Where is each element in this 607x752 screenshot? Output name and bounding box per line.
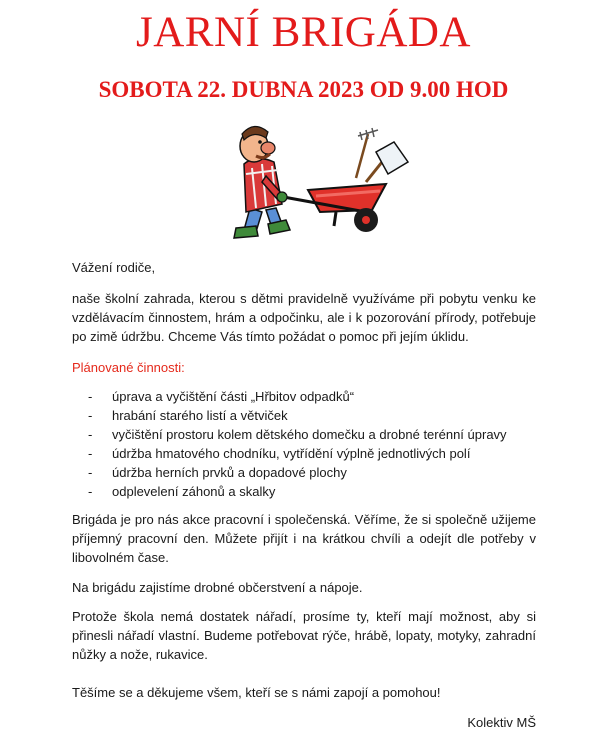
list-item: - údržba hmatového chodníku, vytřídění výplně jednotlivých polí xyxy=(88,444,507,463)
social-paragraph: Brigáda je pro nás akce pracovní i společenská. Věříme, že si společně užijeme příjemný pracovní den. Můžete přijít i na krátkou chvíli a odejít dle potřeby v libovolném čase. xyxy=(72,512,536,565)
event-date-subtitle: SOBOTA 22. DUBNA 2023 OD 9.00 HOD xyxy=(98,77,509,102)
list-item: - údržba herních prvků a dopadové plochy xyxy=(88,463,507,482)
tools-paragraph: Protože škola nemá dostatek nářadí, prosíme ty, kteří mají možnost, aby si přinesli nářadí vlastní. Budeme potřebovat rýče, hrábě, lopaty, motyky, zahradní nůžky a nože, rukavice. xyxy=(72,609,536,662)
list-item: - hrabání starého listí a větviček xyxy=(88,406,507,425)
flyer-title: JARNÍ BRIGÁDA xyxy=(136,9,471,56)
activities-heading: Plánované činnosti: xyxy=(72,360,185,375)
activities-list xyxy=(88,387,507,501)
list-item: - vyčištění prostoru kolem dětského domečku a drobné terénní úpravy xyxy=(88,425,507,444)
list-item: - úprava a vyčištění části „Hřbitov odpadků“ xyxy=(88,387,507,406)
gardener-with-wheelbarrow-icon xyxy=(216,112,412,242)
signature: Kolektiv MŠ xyxy=(467,715,536,730)
intro-paragraph: naše školní zahrada, kterou s dětmi pravidelně využíváme při pobytu venku ke vzdělávacím činnostem, hrám a odpočinku, ale i k pozorování přírody, potřebuje po zimě údržbu. Chceme Vás tímto požádat o pomoc při jejím úklidu. xyxy=(72,291,536,344)
closing-line: Těšíme se a děkujeme všem, kteří se s námi zapojí a pomohou! xyxy=(72,685,441,700)
refreshment-paragraph: Na brigádu zajistíme drobné občerstvení a nápoje. xyxy=(72,580,363,595)
salutation: Vážení rodiče, xyxy=(72,260,156,275)
list-item: - odplevelení záhonů a skalky xyxy=(88,482,507,501)
